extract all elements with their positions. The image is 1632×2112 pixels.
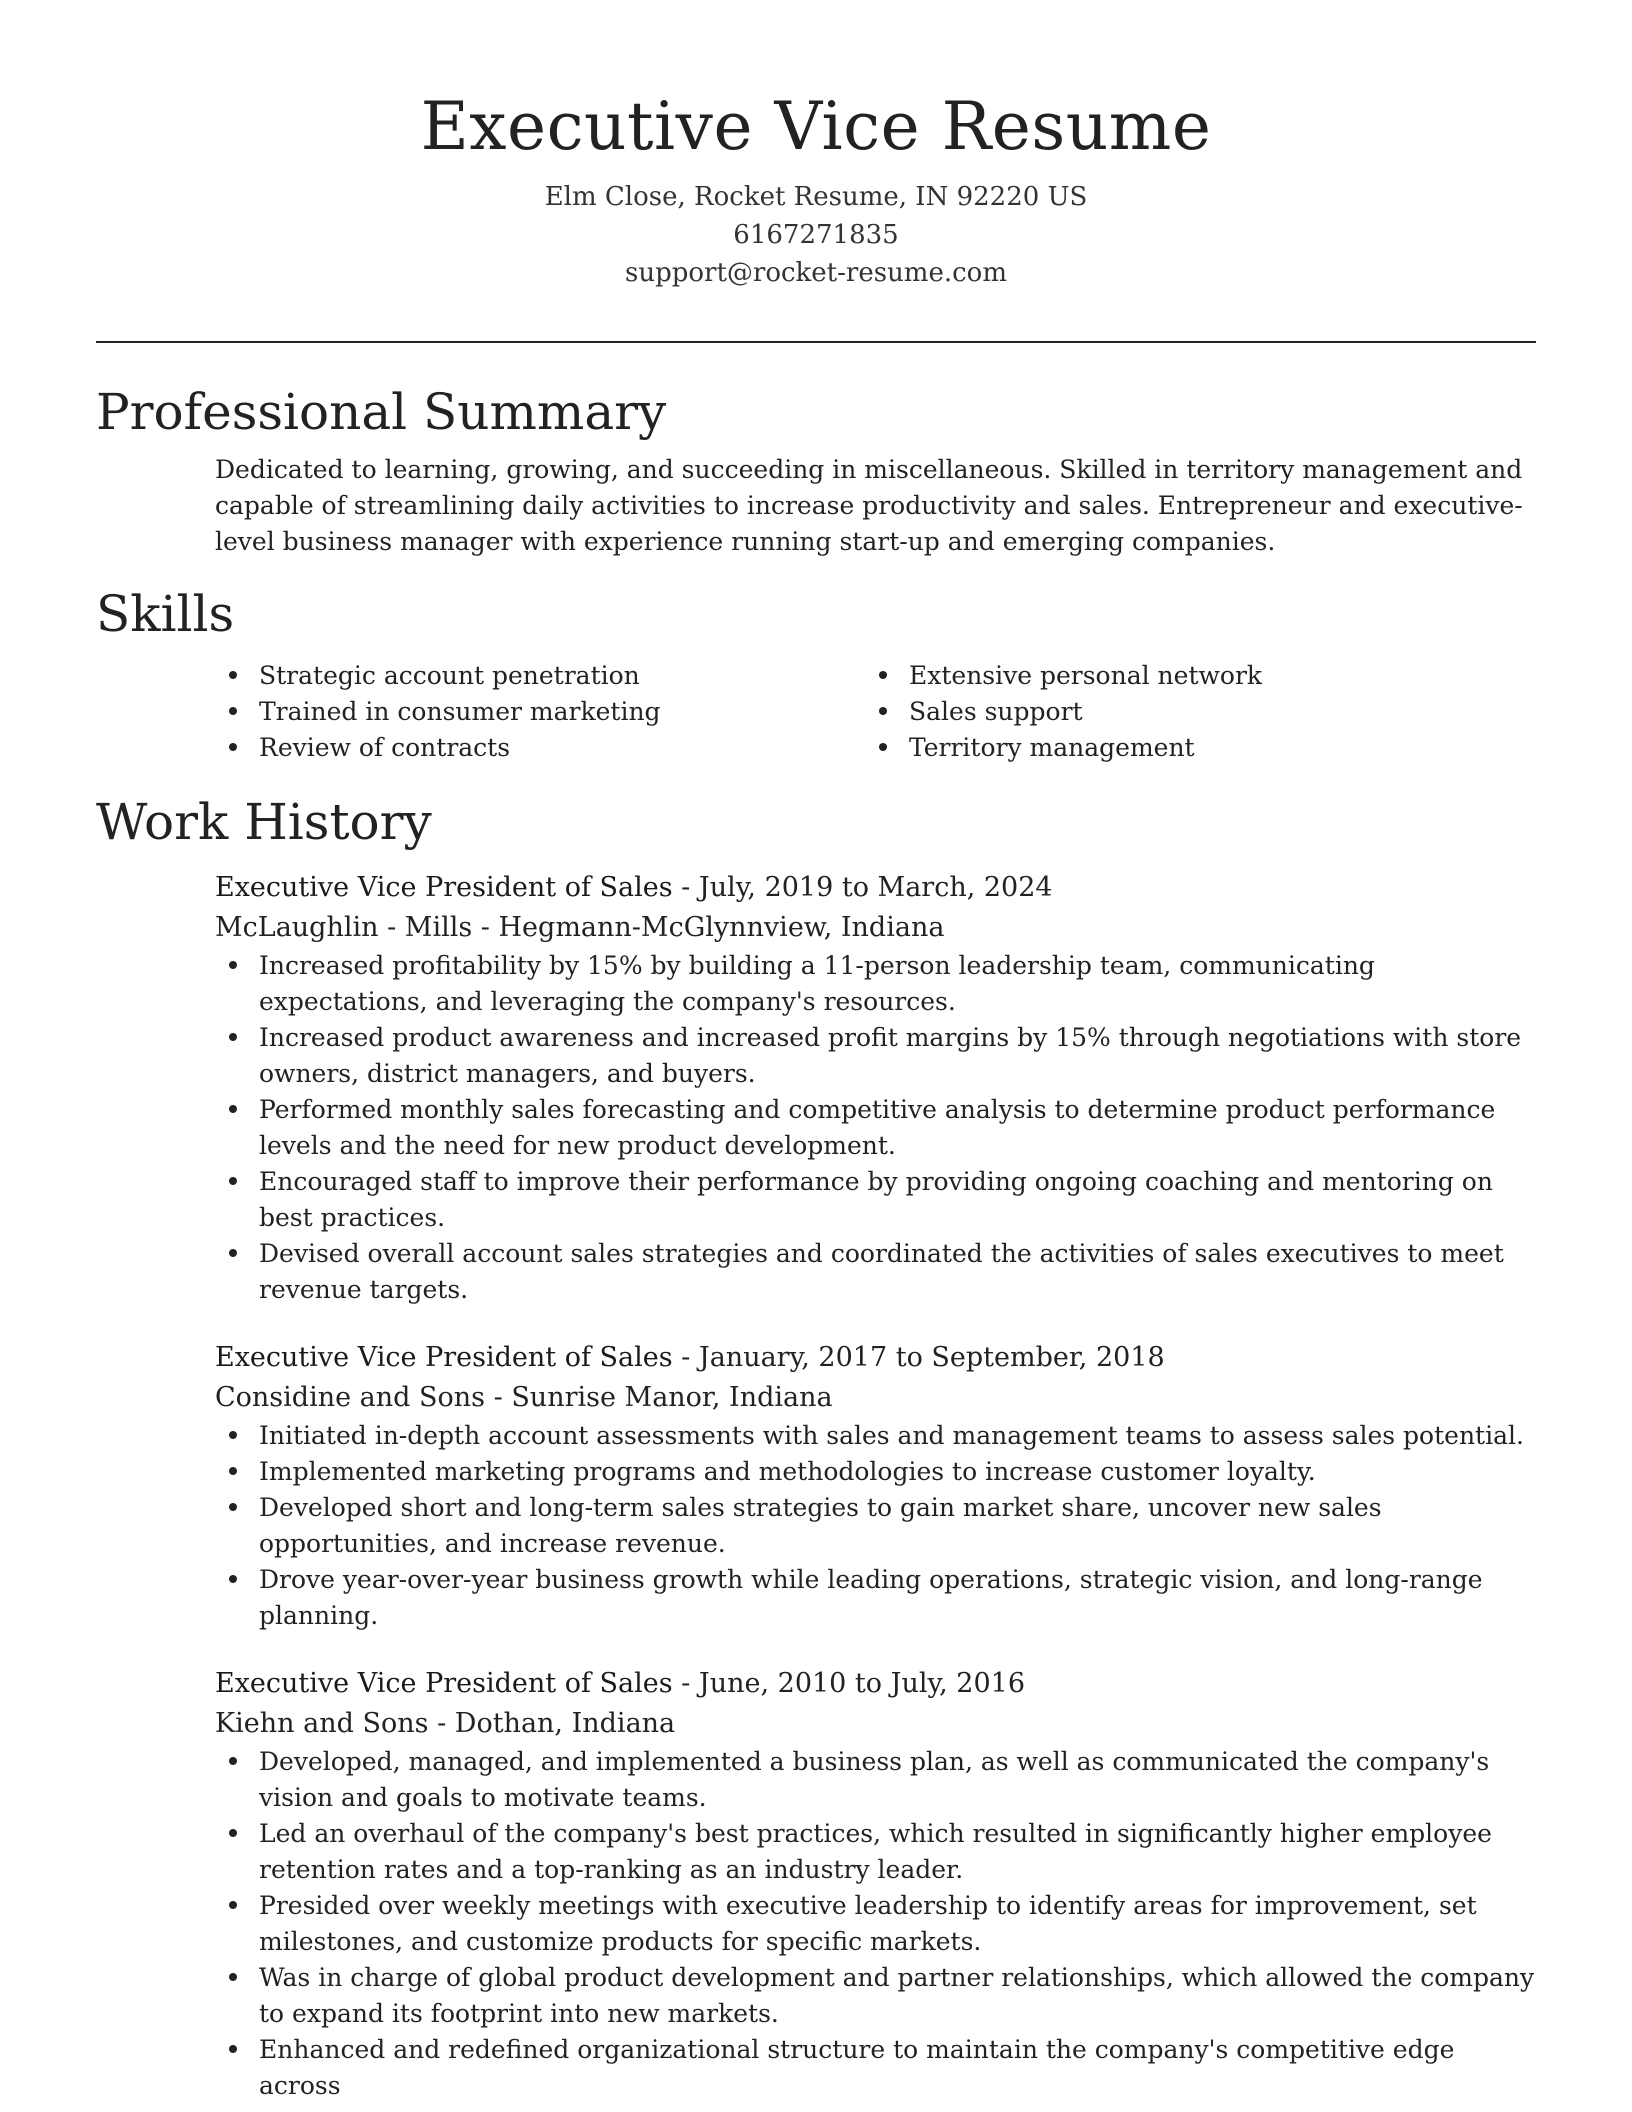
job-company: Considine and Sons: [215, 1382, 486, 1413]
bullet-icon: [229, 1431, 237, 1439]
job-bullet: [215, 1236, 1536, 1308]
job-bullets: [215, 948, 1536, 1308]
bullet-icon: [229, 961, 237, 969]
job-bullet: [215, 1164, 1536, 1236]
bullet-icon: [229, 1829, 237, 1837]
bullet-icon: [229, 1249, 237, 1257]
job-bullet-text: Initiated in-depth account assessments with sales and management teams to assess sales potential.: [259, 1421, 1524, 1450]
bullet-icon: [229, 1177, 237, 1185]
job-company-line: [215, 1704, 1536, 1744]
work-history-section: [96, 790, 1536, 2104]
job-company-line: [215, 908, 1536, 948]
job-location: Hegmann-McGlynnview, Indiana: [498, 912, 945, 943]
job-bullet-text: Developed, managed, and implemented a business plan, as well as communicated the company's vision and goals to motivate teams.: [259, 1747, 1490, 1812]
bullet-icon: [229, 1503, 237, 1511]
job-bullets: [215, 1744, 1536, 2104]
bullet-icon: [879, 671, 887, 679]
resume-body: [96, 380, 1536, 2112]
job-bullet-text: Enhanced and redefined organizational structure to maintain the company's competitive edge across: [259, 2035, 1455, 2100]
skills-list-right: [865, 658, 1515, 766]
job-entry: [215, 1664, 1536, 2104]
job-bullet-text: Encouraged staff to improve their performance by providing ongoing coaching and mentoring on best practices.: [259, 1167, 1493, 1232]
skills-column-right: [865, 658, 1515, 766]
separator: -: [428, 1708, 455, 1739]
resume-name: Executive Vice Resume: [420, 88, 1212, 165]
skill-item: [865, 658, 1515, 694]
job-bullet-text: Led an overhaul of the company's best practices, which resulted in significantly higher employee retention rates and a top-ranking as an industry leader.: [259, 1819, 1492, 1884]
job-dates: July, 2019 to March, 2024: [698, 872, 1053, 903]
job-title: Executive Vice President of Sales: [215, 1342, 673, 1373]
skill-item: [865, 730, 1515, 766]
job-bullet-text: Performed monthly sales forecasting and competitive analysis to determine product performance levels and the need for new product development.: [259, 1095, 1496, 1160]
bullet-icon: [229, 1033, 237, 1041]
skill-text: Sales support: [909, 697, 1083, 726]
job-bullet-text: Developed short and long-term sales strategies to gain market share, uncover new sales opportunities, and increase revenue.: [259, 1493, 1382, 1558]
bullet-icon: [229, 1467, 237, 1475]
contact-phone: 6167271835: [733, 220, 899, 250]
skill-item: [215, 730, 865, 766]
bullet-icon: [229, 743, 237, 751]
job-bullet: [215, 1888, 1536, 1960]
bullet-icon: [229, 671, 237, 679]
job-company: Kiehn and Sons: [215, 1708, 429, 1739]
job-location: Dothan, Indiana: [454, 1708, 676, 1739]
bullet-icon: [879, 743, 887, 751]
skill-item: [215, 694, 865, 730]
job-title: Executive Vice President of Sales: [215, 872, 673, 903]
job-title-line: [215, 1664, 1536, 1704]
summary-text: Dedicated to learning, growing, and succeeding in miscellaneous. Skilled in territory management and capable of streamlining daily activities to increase productivity and sales. Entrepreneur and executive-level business manager with experience running start-up and emerging companies.: [215, 455, 1523, 556]
contact-info: [96, 178, 1536, 292]
separator: -: [485, 1382, 512, 1413]
summary-section: [96, 380, 1536, 560]
summary-heading: Professional Summary: [96, 383, 667, 441]
job-bullet: [215, 1418, 1536, 1454]
skill-item: [215, 658, 865, 694]
job-dates: June, 2010 to July, 2016: [698, 1668, 1026, 1699]
job-bullet: [215, 1960, 1536, 2032]
job-bullet: [215, 1816, 1536, 1888]
job-bullet-text: Implemented marketing programs and methodologies to increase customer loyalty.: [259, 1457, 1316, 1486]
job-title-line: [215, 1338, 1536, 1378]
skills-column-left: [215, 658, 865, 766]
header-divider: [96, 341, 1536, 343]
bullet-icon: [229, 1901, 237, 1909]
skill-text: Review of contracts: [259, 733, 511, 762]
skills-grid: [215, 658, 1536, 766]
bullet-icon: [229, 1575, 237, 1583]
skills-heading: Skills: [96, 585, 235, 643]
bullet-icon: [879, 707, 887, 715]
job-bullet-text: Increased product awareness and increased profit margins by 15% through negotiations with store owners, district managers, and buyers.: [259, 1023, 1522, 1088]
skill-text: Extensive personal network: [909, 661, 1263, 690]
contact-address: Elm Close, Rocket Resume, IN 92220 US: [544, 182, 1088, 212]
job-bullet: [215, 1020, 1536, 1092]
job-bullet: [215, 1092, 1536, 1164]
resume-header: [96, 82, 1536, 292]
bullet-icon: [229, 1973, 237, 1981]
job-bullet: [215, 1490, 1536, 1562]
bullet-icon: [229, 2045, 237, 2053]
job-bullet-text: Drove year-over-year business growth while leading operations, strategic vision, and long-range planning.: [259, 1565, 1483, 1630]
bullet-icon: [229, 1757, 237, 1765]
job-bullets: [215, 1418, 1536, 1634]
job-bullet: [215, 1454, 1536, 1490]
separator: -: [672, 1342, 699, 1373]
job-bullet-text: Presided over weekly meetings with executive leadership to identify areas for improvement, set milestones, and customize products for specific markets.: [259, 1891, 1477, 1956]
separator: -: [472, 912, 499, 943]
job-entry: [215, 868, 1536, 1308]
skills-section: [96, 582, 1536, 766]
work-history-heading: Work History: [96, 793, 432, 851]
job-company: McLaughlin - Mills: [215, 912, 473, 943]
skill-item: [865, 694, 1515, 730]
job-bullet: [215, 1744, 1536, 1816]
job-title: Executive Vice President of Sales: [215, 1668, 673, 1699]
job-bullet: [215, 948, 1536, 1020]
job-bullet: [215, 2032, 1536, 2104]
skill-text: Strategic account penetration: [259, 661, 640, 690]
job-bullet-text: Was in charge of global product development and partner relationships, which allowed the company to expand its footprint into new markets.: [259, 1963, 1535, 2028]
bullet-icon: [229, 707, 237, 715]
job-title-line: [215, 868, 1536, 908]
job-bullet-text: Devised overall account sales strategies and coordinated the activities of sales executives to meet revenue targets.: [259, 1239, 1504, 1304]
skills-list-left: [215, 658, 865, 766]
skill-text: Territory management: [909, 733, 1195, 762]
job-bullet: [215, 1562, 1536, 1634]
job-company-line: [215, 1378, 1536, 1418]
job-dates: January, 2017 to September, 2018: [698, 1342, 1165, 1373]
separator: -: [672, 872, 699, 903]
job-location: Sunrise Manor, Indiana: [511, 1382, 833, 1413]
skill-text: Trained in consumer marketing: [259, 697, 661, 726]
contact-email: support@rocket-resume.com: [624, 258, 1007, 288]
job-entry: [215, 1338, 1536, 1634]
job-bullet-text: Increased profitability by 15% by building a 11-person leadership team, communicating expectations, and leveraging the company's resources.: [259, 951, 1375, 1016]
bullet-icon: [229, 1105, 237, 1113]
separator: -: [672, 1668, 699, 1699]
